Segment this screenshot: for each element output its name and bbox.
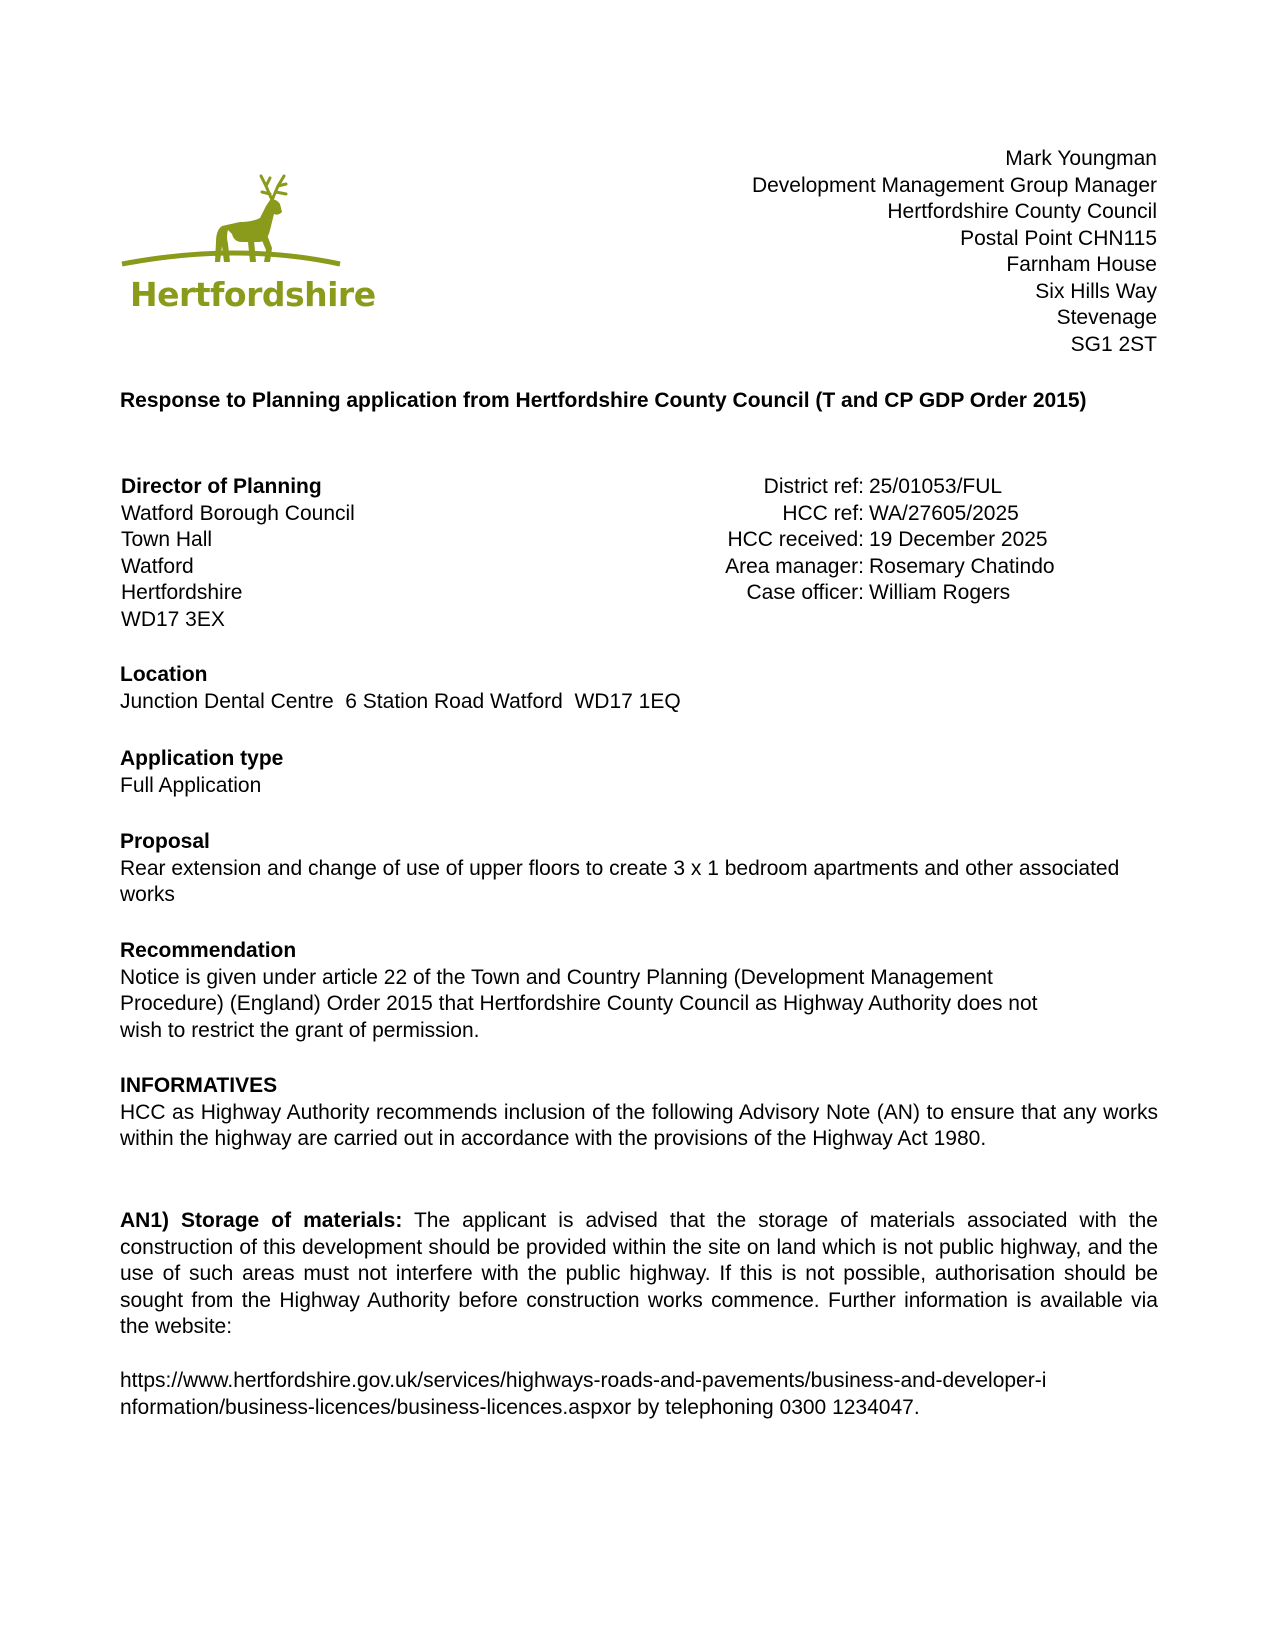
recipient-line: Hertfordshire — [121, 581, 243, 604]
location-section — [120, 662, 1158, 715]
sender-line: Development Management Group Manager — [751, 173, 1157, 197]
proposal-section — [120, 829, 1158, 909]
website-section — [120, 1368, 1158, 1421]
ref-label: Case officer: — [746, 581, 864, 604]
stag-icon — [120, 172, 355, 282]
location-text: Junction Dental Centre 6 Station Road Watford WD17 1EQ — [120, 689, 681, 713]
ref-row — [680, 527, 1055, 554]
application-type-section — [120, 746, 1158, 799]
recommendation-line: Notice is given under article 22 of the Town and Country Planning (Development Management — [120, 965, 993, 989]
recipient-address — [121, 474, 355, 633]
ref-label: District ref: — [763, 475, 864, 498]
ref-label: Area manager: — [725, 554, 864, 578]
sender-line: Six Hills Way — [1035, 279, 1157, 303]
ref-row — [680, 580, 1055, 607]
recommendation-section — [120, 938, 1158, 1044]
sender-line: Postal Point CHN115 — [960, 226, 1157, 250]
sender-line: Hertfordshire County Council — [887, 200, 1157, 223]
recommendation-line: Procedure) (England) Order 2015 that Hertfordshire County Council as Highway Authority does not — [120, 992, 1038, 1015]
an1-section — [120, 1208, 1158, 1341]
ref-value: WA/27605/2025 — [869, 501, 1019, 525]
recipient-line: Watford — [121, 554, 194, 578]
recommendation-line: wish to restrict the grant of permission. — [120, 1018, 480, 1042]
recipient-line: Watford Borough Council — [121, 501, 355, 525]
reference-table — [680, 474, 1055, 607]
ref-row — [680, 501, 1055, 528]
sender-line: Mark Youngman — [1005, 147, 1157, 170]
ref-value: Rosemary Chatindo — [869, 554, 1055, 578]
an1-title: AN1) Storage of materials: — [120, 1209, 403, 1232]
hertfordshire-logo — [120, 172, 376, 322]
location-heading: Location — [120, 663, 208, 686]
logo-wordmark: Hertfordshire — [130, 275, 376, 314]
website-link-continued[interactable]: nformation/business-licences/business-licences.aspxor by telephoning 0300 1234047. — [120, 1395, 920, 1419]
recipient-heading: Director of Planning — [121, 475, 322, 498]
informatives-section — [120, 1073, 1158, 1153]
sender-line: Stevenage — [1056, 306, 1157, 329]
application-type-text: Full Application — [120, 773, 262, 797]
document-subject: Response to Planning application from Hertfordshire County Council (T and CP GDP Order 2015) — [120, 389, 1087, 412]
informatives-text: HCC as Highway Authority recommends inclusion of the following Advisory Note (AN) to ensure that any works within the highway are carried out in accordance with the provisions of the Highway Act 1980. — [120, 1100, 1158, 1150]
application-type-heading: Application type — [120, 747, 284, 770]
ref-row — [680, 554, 1055, 581]
ref-value: 25/01053/FUL — [869, 475, 1003, 498]
website-link[interactable]: https://www.hertfordshire.gov.uk/services/highways-roads-and-pavements/business-and-developer-i — [120, 1369, 1047, 1392]
sender-line: SG1 2ST — [1070, 332, 1157, 356]
sender-address — [752, 146, 1157, 358]
proposal-text: Rear extension and change of use of upper floors to create 3 x 1 bedroom apartments and other associated works — [120, 856, 1120, 906]
ref-row — [680, 474, 1055, 501]
ref-value: William Rogers — [869, 581, 1011, 604]
informatives-heading: INFORMATIVES — [120, 1074, 278, 1097]
recommendation-heading: Recommendation — [120, 939, 297, 962]
ref-label: HCC ref: — [782, 501, 864, 525]
ref-label: HCC received: — [727, 528, 864, 551]
proposal-heading: Proposal — [120, 830, 210, 853]
an1-text: The applicant is advised that the storage of materials associated with the construction of this development should be provided within the site on land which is not public highway, and the use of such areas must not interfere with the public highway. If this is not possible, authorisation should be sought from the Highway Authority before construction works commence. Further information is available via the website: — [120, 1209, 1158, 1338]
recipient-line: WD17 3EX — [121, 607, 225, 631]
sender-line: Farnham House — [1006, 253, 1157, 276]
ref-value: 19 December 2025 — [869, 528, 1048, 551]
recipient-line: Town Hall — [121, 528, 213, 551]
